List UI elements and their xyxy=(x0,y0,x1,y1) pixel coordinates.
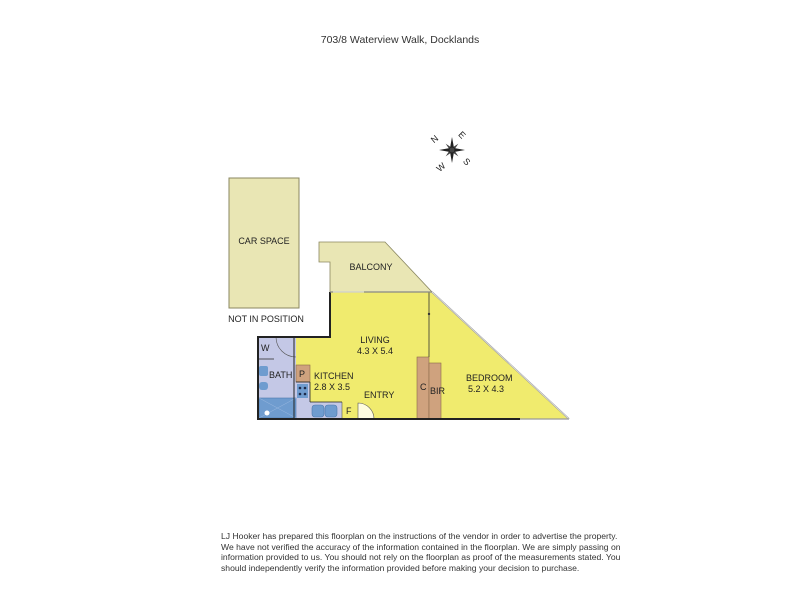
living-dims: 4.3 X 5.4 xyxy=(356,346,394,356)
balcony xyxy=(319,242,432,292)
bedroom-dims: 5.2 X 4.3 xyxy=(468,384,505,394)
compass-s: S xyxy=(461,156,473,168)
compass-rose-icon xyxy=(429,129,473,173)
cupboard-label: C xyxy=(420,382,427,392)
built-in-robes xyxy=(417,357,446,419)
balcony-label: BALCONY xyxy=(349,262,393,272)
entry-label: ENTRY xyxy=(364,390,395,400)
fridge-label: F xyxy=(346,406,352,416)
bir-label: BIR xyxy=(430,386,446,396)
compass-e: E xyxy=(456,129,468,141)
property-address: 703/8 Waterview Walk, Docklands xyxy=(320,34,480,46)
compass-n: N xyxy=(428,133,441,145)
car-space-label: CAR SPACE xyxy=(238,236,290,246)
bath-label: BATH xyxy=(269,370,293,380)
living-label: LIVING xyxy=(360,335,390,345)
disclaimer-text: LJ Hooker has prepared this floorplan on the instructions of the vendor in order to advertise the property. We have not verified the accuracy of the information contained in the floorplan. We are simply passing on information provided to us. You should not rely on the floorplan as proof of the measurements stated. You should independently verify the information provided before making your decision to purchase. xyxy=(221,531,621,573)
kitchen-label: KITCHEN xyxy=(314,371,354,381)
compass-w: W xyxy=(434,160,448,174)
w-label: W xyxy=(261,343,270,353)
pantry-label: P xyxy=(299,369,306,379)
not-in-position-label: NOT IN POSITION xyxy=(228,314,304,324)
car-space xyxy=(228,178,304,324)
bedroom-label: BEDROOM xyxy=(466,373,513,383)
kitchen-dims: 2.8 X 3.5 xyxy=(314,382,351,392)
